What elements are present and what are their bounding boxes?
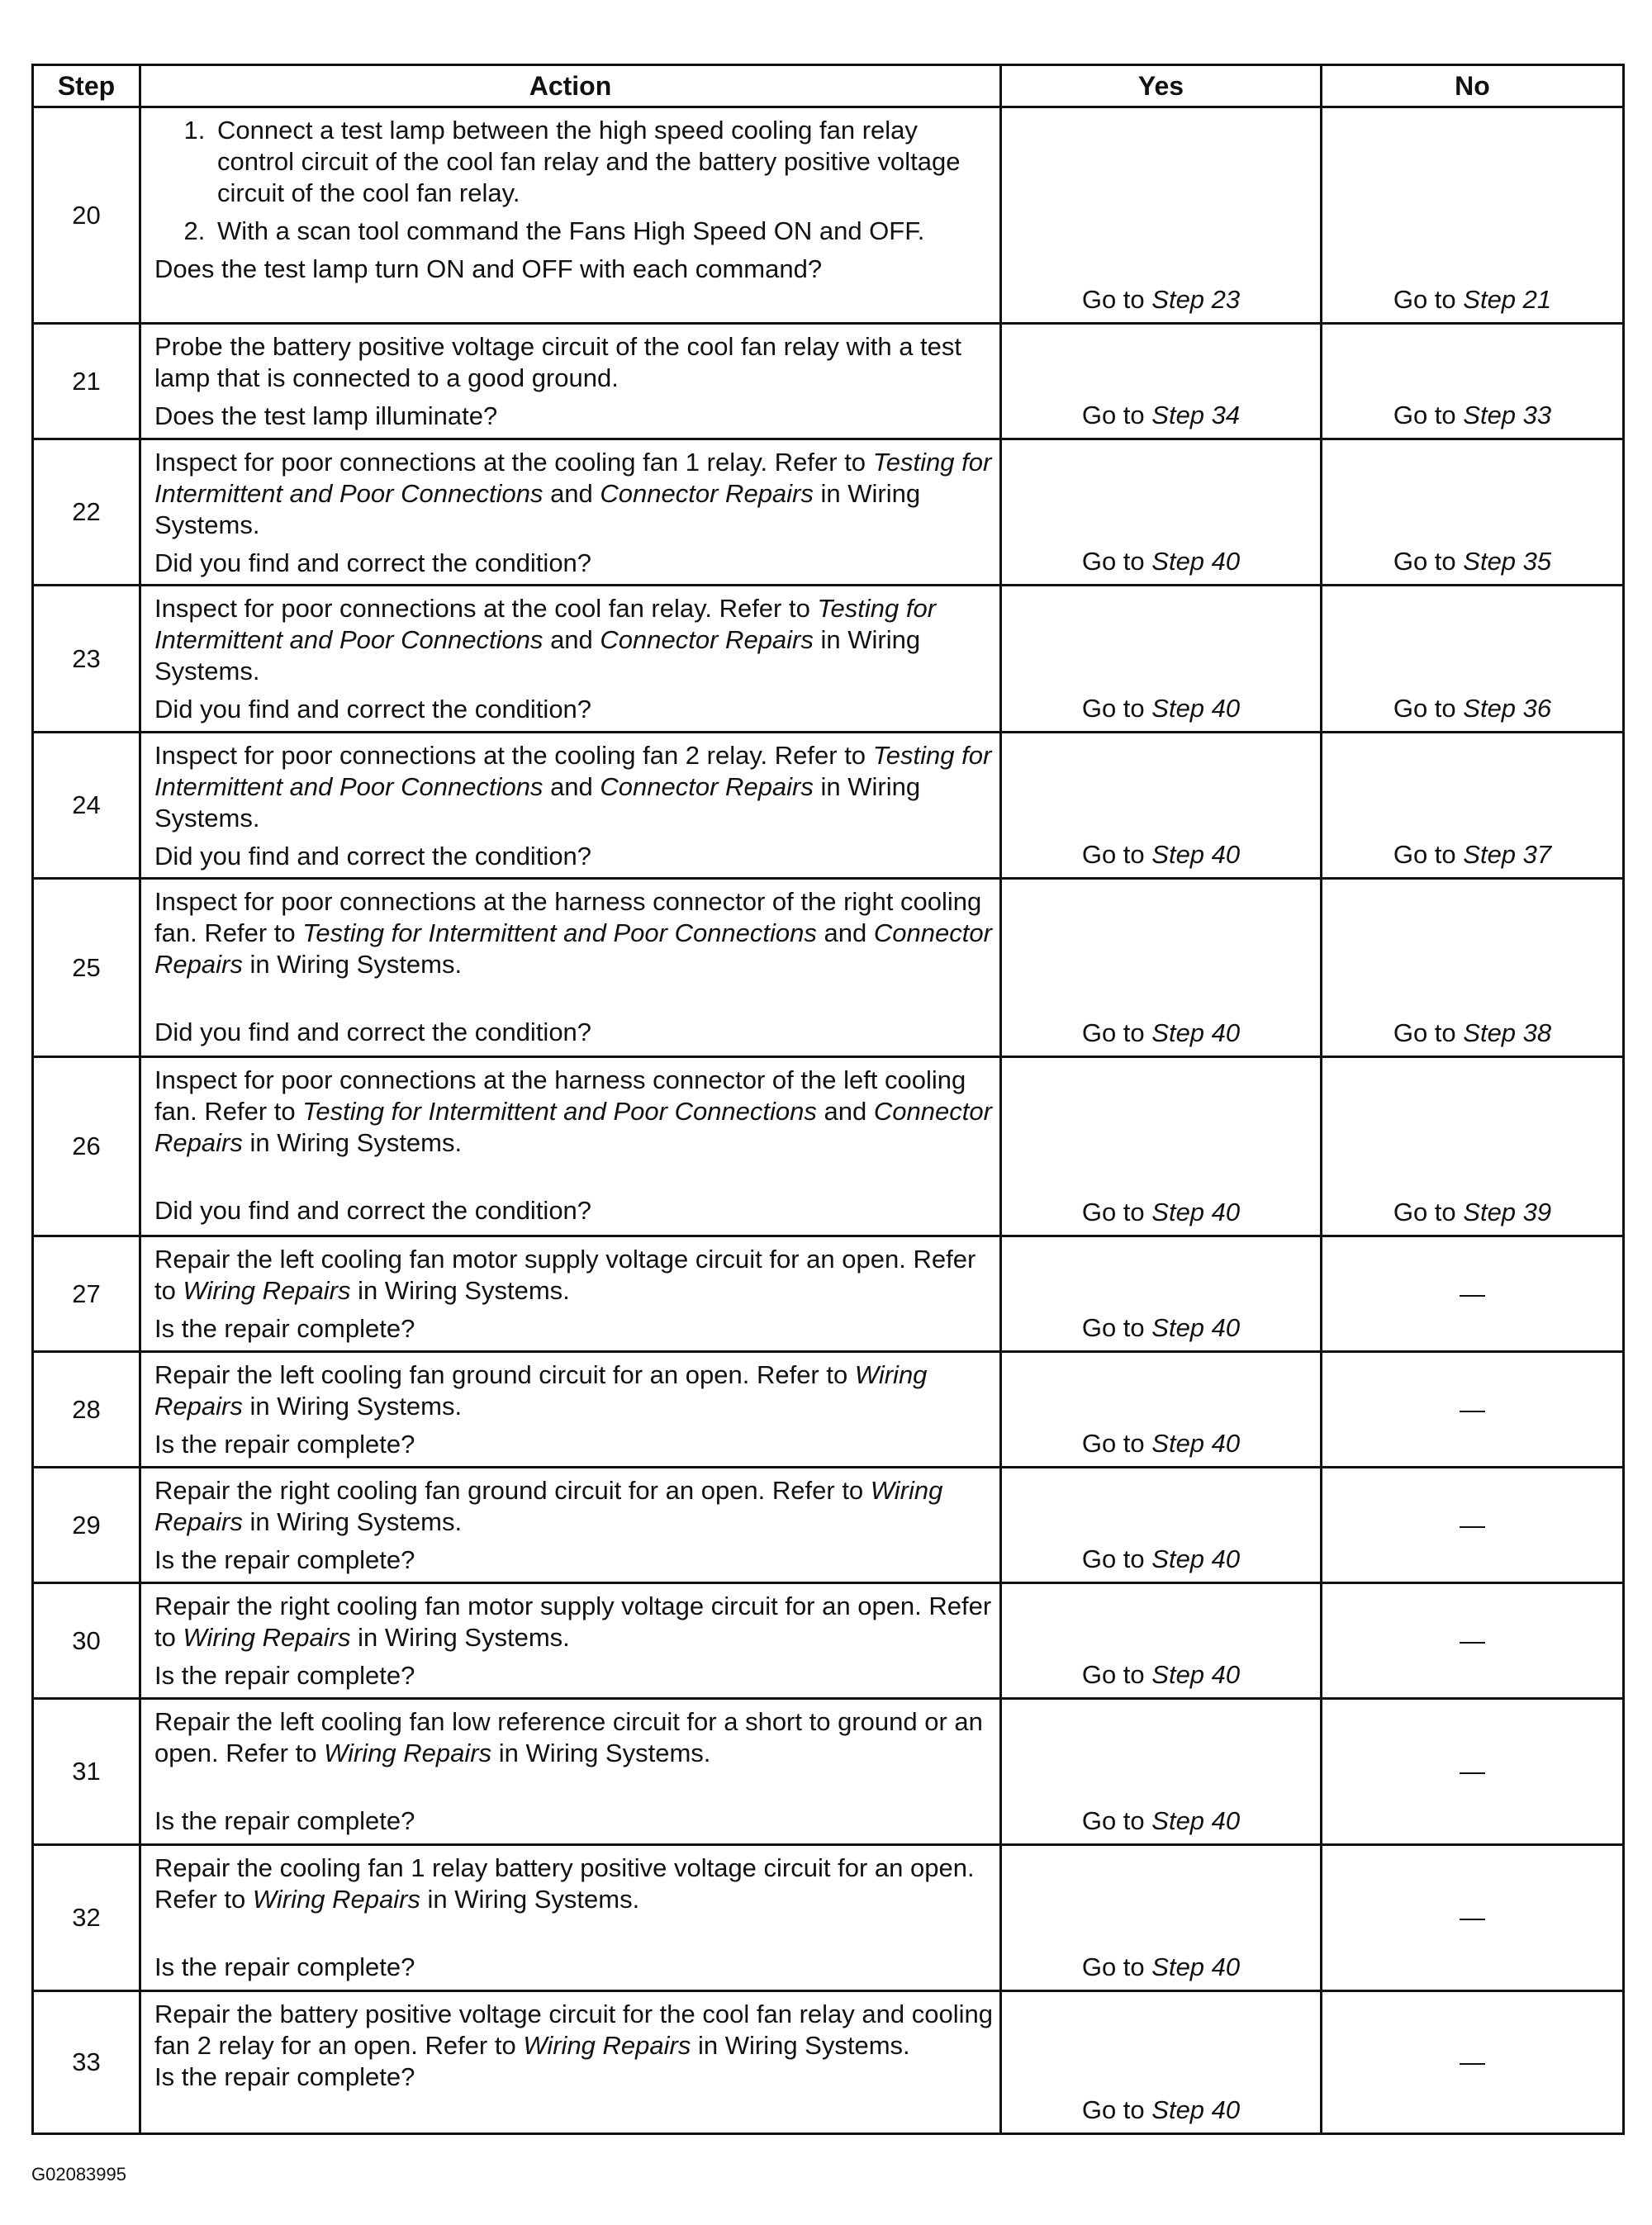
yes-cell: Go to Step 23 xyxy=(1001,107,1322,324)
column-header-no: No xyxy=(1322,65,1624,107)
instruction-text: Repair the left cooling fan ground circuit for an open. Refer to Wiring Repairs in Wiring Systems. xyxy=(154,1360,928,1421)
no-goto-step: Step 39 xyxy=(1463,1198,1552,1226)
yes-goto-step: Step 40 xyxy=(1151,1806,1241,1835)
column-header-action: Action xyxy=(140,65,1001,107)
step-number: 26 xyxy=(33,1057,140,1236)
step-number: 20 xyxy=(33,107,140,324)
no-cell: — xyxy=(1322,1845,1624,1991)
no-goto-step: Step 21 xyxy=(1463,285,1552,314)
yes-goto-step: Step 40 xyxy=(1151,1952,1241,1981)
step-number: 24 xyxy=(33,733,140,879)
instruction-text: Inspect for poor connections at the harness connector of the right cooling fan. Refer to Testing for Intermittent and Poor Connections and Connector Repairs in Wiring Systems. xyxy=(154,887,992,979)
action-cell xyxy=(140,879,1001,1057)
table-row xyxy=(33,733,1624,879)
no-cell: — xyxy=(1322,1236,1624,1352)
question-text: Did you find and correct the condition? xyxy=(154,695,592,723)
action-cell xyxy=(140,439,1001,586)
yes-goto-step: Step 40 xyxy=(1151,1429,1241,1458)
yes-cell: Go to Step 40 xyxy=(1001,1352,1322,1468)
action-cell xyxy=(140,1699,1001,1845)
step-number: 21 xyxy=(33,324,140,439)
no-cell: — xyxy=(1322,1991,1624,2134)
question-text: Does the test lamp illuminate? xyxy=(154,401,498,430)
table-row xyxy=(33,324,1624,439)
no-cell: Go to Step 39 xyxy=(1322,1057,1624,1236)
instruction-text: Inspect for poor connections at the cooling fan 1 relay. Refer to Testing for Intermittent and Poor Connections and Connector Repairs in Wiring Systems. xyxy=(154,448,992,539)
action-cell xyxy=(140,1468,1001,1583)
action-cell xyxy=(140,1845,1001,1991)
question-text: Is the repair complete? xyxy=(154,1314,415,1343)
no-cell: Go to Step 35 xyxy=(1322,439,1624,586)
table-row xyxy=(33,439,1624,586)
diagnostic-table xyxy=(31,64,1625,2135)
yes-cell: Go to Step 40 xyxy=(1001,1699,1322,1845)
question-text: Did you find and correct the condition? xyxy=(154,1196,592,1225)
no-cell: Go to Step 21 xyxy=(1322,107,1624,324)
table-row xyxy=(33,879,1624,1057)
table-row xyxy=(33,1468,1624,1583)
question-text: Is the repair complete? xyxy=(154,2062,415,2091)
question-text: Is the repair complete? xyxy=(154,1661,415,1690)
action-cell xyxy=(140,586,1001,733)
table-row xyxy=(33,1057,1624,1236)
instruction-text: Inspect for poor connections at the cool fan relay. Refer to Testing for Intermittent and Poor Connections and Connector Repairs in Wiring Systems. xyxy=(154,594,937,686)
table-header-row xyxy=(33,65,1624,107)
action-cell xyxy=(140,1057,1001,1236)
step-number: 22 xyxy=(33,439,140,586)
no-goto-step: Step 33 xyxy=(1463,401,1552,429)
table-row xyxy=(33,107,1624,324)
instruction-text: Repair the battery positive voltage circuit for the cool fan relay and cooling fan 2 relay for an open. Refer to Wiring Repairs in Wiring Systems. xyxy=(154,2000,993,2060)
substep-item: 2. With a scan tool command the Fans High Speed ON and OFF. xyxy=(212,216,993,247)
table-row xyxy=(33,1845,1624,1991)
yes-goto-step: Step 40 xyxy=(1151,694,1241,723)
action-cell xyxy=(140,107,1001,324)
yes-cell: Go to Step 40 xyxy=(1001,1583,1322,1699)
instruction-text: Probe the battery positive voltage circuit of the cool fan relay with a test lamp that is connected to a good ground. xyxy=(154,332,962,392)
no-cell: Go to Step 37 xyxy=(1322,733,1624,879)
yes-goto-step: Step 40 xyxy=(1151,840,1241,869)
action-cell xyxy=(140,1991,1001,2134)
step-number: 25 xyxy=(33,879,140,1057)
yes-goto-step: Step 40 xyxy=(1151,1660,1241,1689)
instruction-text: Repair the left cooling fan low reference circuit for a short to ground or an open. Refer to Wiring Repairs in Wiring Systems. xyxy=(154,1707,983,1767)
step-number: 27 xyxy=(33,1236,140,1352)
step-number: 28 xyxy=(33,1352,140,1468)
yes-cell: Go to Step 40 xyxy=(1001,733,1322,879)
instruction-text: Repair the cooling fan 1 relay battery positive voltage circuit for an open. Refer to Wiring Repairs in Wiring Systems. xyxy=(154,1853,975,1914)
instruction-text: Repair the right cooling fan motor supply voltage circuit for an open. Refer to Wiring Repairs in Wiring Systems. xyxy=(154,1592,992,1652)
yes-cell: Go to Step 34 xyxy=(1001,324,1322,439)
question-text: Is the repair complete? xyxy=(154,1545,415,1574)
yes-goto-step: Step 40 xyxy=(1151,2095,1241,2124)
step-number: 33 xyxy=(33,1991,140,2134)
step-number: 29 xyxy=(33,1468,140,1583)
question-text: Is the repair complete? xyxy=(154,1430,415,1459)
no-goto-step: Step 35 xyxy=(1463,547,1552,576)
no-cell: — xyxy=(1322,1352,1624,1468)
column-header-yes: Yes xyxy=(1001,65,1322,107)
table-row xyxy=(33,1991,1624,2134)
yes-goto-step: Step 40 xyxy=(1151,1313,1241,1342)
no-cell: — xyxy=(1322,1583,1624,1699)
yes-cell: Go to Step 40 xyxy=(1001,1057,1322,1236)
no-goto-step: Step 37 xyxy=(1463,840,1552,869)
substep-item: 1. Connect a test lamp between the high speed cooling fan relay control circuit of the cool fan relay and the battery positive voltage circuit of the cool fan relay. xyxy=(212,115,993,209)
step-number: 30 xyxy=(33,1583,140,1699)
question-text: Is the repair complete? xyxy=(154,1806,415,1835)
yes-goto-step: Step 40 xyxy=(1151,547,1241,576)
yes-cell: Go to Step 40 xyxy=(1001,1236,1322,1352)
yes-goto-step: Step 34 xyxy=(1151,401,1241,429)
action-cell xyxy=(140,733,1001,879)
step-number: 32 xyxy=(33,1845,140,1991)
action-cell xyxy=(140,1352,1001,1468)
question-text: Did you find and correct the condition? xyxy=(154,548,592,577)
table-row xyxy=(33,586,1624,733)
table-row xyxy=(33,1236,1624,1352)
figure-id: G02083995 xyxy=(31,2164,126,2185)
yes-goto-step: Step 40 xyxy=(1151,1198,1241,1226)
action-cell xyxy=(140,324,1001,439)
instruction-text: Repair the right cooling fan ground circuit for an open. Refer to Wiring Repairs in Wiring Systems. xyxy=(154,1476,943,1536)
no-cell: Go to Step 38 xyxy=(1322,879,1624,1057)
no-cell: Go to Step 36 xyxy=(1322,586,1624,733)
yes-cell: Go to Step 40 xyxy=(1001,1991,1322,2134)
yes-goto-step: Step 23 xyxy=(1151,285,1241,314)
question-text: Does the test lamp turn ON and OFF with each command? xyxy=(154,254,823,283)
yes-cell: Go to Step 40 xyxy=(1001,439,1322,586)
yes-cell: Go to Step 40 xyxy=(1001,586,1322,733)
instruction-text: Inspect for poor connections at the harness connector of the left cooling fan. Refer to Testing for Intermittent and Poor Connections and Connector Repairs in Wiring Systems. xyxy=(154,1065,992,1157)
table-row xyxy=(33,1352,1624,1468)
action-cell xyxy=(140,1583,1001,1699)
step-number: 31 xyxy=(33,1699,140,1845)
question-text: Did you find and correct the condition? xyxy=(154,842,592,871)
yes-cell: Go to Step 40 xyxy=(1001,1468,1322,1583)
column-header-step: Step xyxy=(33,65,140,107)
question-text: Is the repair complete? xyxy=(154,1952,415,1981)
table-row xyxy=(33,1699,1624,1845)
instruction-text: Inspect for poor connections at the cooling fan 2 relay. Refer to Testing for Intermittent and Poor Connections and Connector Repairs in Wiring Systems. xyxy=(154,741,992,833)
step-number: 23 xyxy=(33,586,140,733)
substep-list xyxy=(154,115,993,247)
instruction-text: Repair the left cooling fan motor supply voltage circuit for an open. Refer to Wiring Repairs in Wiring Systems. xyxy=(154,1245,976,1305)
yes-cell: Go to Step 40 xyxy=(1001,1845,1322,1991)
no-cell: — xyxy=(1322,1699,1624,1845)
no-goto-step: Step 38 xyxy=(1463,1018,1552,1047)
no-goto-step: Step 36 xyxy=(1463,694,1552,723)
action-cell xyxy=(140,1236,1001,1352)
yes-goto-step: Step 40 xyxy=(1151,1018,1241,1047)
no-cell: — xyxy=(1322,1468,1624,1583)
yes-cell: Go to Step 40 xyxy=(1001,879,1322,1057)
question-text: Did you find and correct the condition? xyxy=(154,1018,592,1046)
yes-goto-step: Step 40 xyxy=(1151,1544,1241,1573)
no-cell: Go to Step 33 xyxy=(1322,324,1624,439)
table-row xyxy=(33,1583,1624,1699)
